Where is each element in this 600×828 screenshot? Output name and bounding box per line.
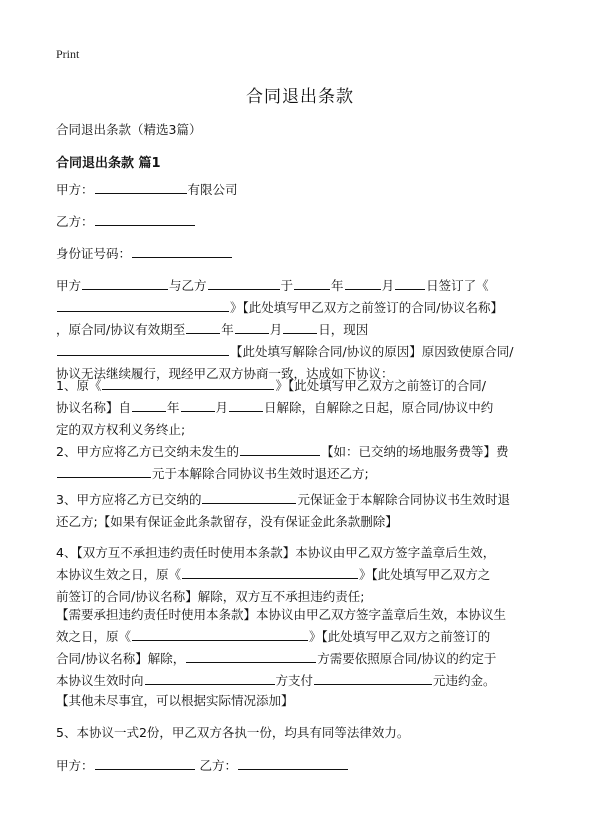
party-a-name-blank[interactable]	[82, 275, 168, 290]
party-b-line	[56, 211, 556, 233]
intro-text: ，原合同/协议有效期至	[56, 322, 186, 337]
intro-text: 年	[331, 278, 344, 293]
signature-party-a-blank[interactable]	[95, 755, 195, 770]
section-title: 合同退出条款 篇1	[56, 156, 161, 171]
intro-text: 【此处填写解除合同/协议的原因】原因致使原合同/	[230, 344, 514, 359]
intro-text: 月	[269, 322, 283, 337]
clause-text: 4、【双方互不承担违约责任时使用本条款】本协议由甲乙双方签字盖章后生效，	[56, 545, 496, 560]
party-a-line	[56, 179, 556, 201]
print-link[interactable]: Print	[56, 47, 80, 61]
intro-paragraph	[56, 275, 556, 385]
original-contract-blank[interactable]	[102, 375, 274, 390]
clause-text: 元违约金。	[433, 673, 496, 688]
clause-text: 合同/协议名称】解除，	[56, 651, 186, 666]
clause-text: 3、甲方应将乙方已交纳的	[56, 492, 202, 507]
clause-text: 日解除，自解除之日起，原合同/协议中约	[264, 400, 494, 415]
clause-2	[56, 441, 556, 485]
clause-1	[56, 375, 556, 441]
id-number-blank[interactable]	[132, 243, 232, 258]
intro-text: 月	[381, 278, 395, 293]
clause-text: 【需要承担违约责任时使用本条款】本协议由甲乙双方签字盖章后生效，本协议生	[56, 607, 507, 622]
clause-4	[56, 542, 556, 608]
clause-text: 还乙方;【如果有保证金此条款留存，没有保证金此条款删除】	[56, 514, 398, 529]
party-b-label: 乙方：	[56, 214, 94, 229]
intro-text: 日，现因	[318, 322, 369, 337]
terminate-day-blank[interactable]	[229, 397, 263, 412]
signature-party-b-label: 乙方：	[199, 758, 238, 773]
clause-text: 本协议生效之日，原《	[56, 567, 182, 582]
signature-party-a-label: 甲方：	[56, 758, 94, 773]
clause-text: 》【此处填写甲乙双方之前签订的合同/	[275, 378, 486, 393]
sign-year-blank[interactable]	[294, 275, 330, 290]
clause-text: 2、甲方应将乙方已交纳未发生的	[56, 444, 239, 459]
document-subtitle: 合同退出条款（精选3篇）	[56, 122, 202, 137]
recipient-party-blank[interactable]	[145, 670, 275, 685]
clause-3	[56, 489, 556, 533]
clause-4b	[56, 604, 556, 692]
clause-text: 本协议生效时向	[56, 673, 144, 688]
clause-text: 1、原《	[56, 378, 102, 393]
party-a-suffix: 有限公司	[187, 182, 238, 197]
fee-amount-blank[interactable]	[57, 463, 151, 478]
sign-day-blank[interactable]	[395, 275, 425, 290]
clause-text: 》【此处填写甲乙双方之前签订的	[309, 629, 491, 644]
valid-month-blank[interactable]	[235, 319, 269, 334]
intro-text: 协议无法继续履行，现经甲乙双方协商一致，达成如下协议：	[56, 366, 394, 381]
contract-name-blank[interactable]	[57, 297, 229, 312]
clause-text: 元于本解除合同协议书生效时退还乙方;	[152, 466, 369, 481]
clause-4b-contract-blank[interactable]	[132, 626, 308, 641]
intro-text: 日签订了《	[426, 278, 489, 293]
termination-reason-blank[interactable]	[57, 341, 229, 356]
clause-text: 》【此处填写甲乙双方之	[359, 567, 491, 582]
terminate-month-blank[interactable]	[181, 397, 215, 412]
clause-text: 效之日，原《	[56, 629, 132, 644]
signature-party-b-blank[interactable]	[238, 755, 348, 770]
clause-text: 月	[215, 400, 229, 415]
penalty-amount-blank[interactable]	[314, 670, 432, 685]
valid-year-blank[interactable]	[186, 319, 220, 334]
intro-text: 于	[280, 278, 294, 293]
clause-text: 元保证金于本解除合同协议书生效时退	[297, 492, 510, 507]
id-number-line	[56, 243, 556, 265]
id-number-label: 身份证号码：	[56, 246, 132, 261]
clause-text: 方支付	[275, 673, 314, 688]
clause-text: 方需要依照原合同/协议的约定于	[317, 651, 497, 666]
intro-text: 甲方	[56, 278, 82, 293]
sign-month-blank[interactable]	[345, 275, 381, 290]
clause-text: 前签订的合同/协议名称】解除，双方互不承担违约责任;	[56, 589, 365, 604]
clause-text: 定的双方权利义务终止;	[56, 422, 186, 437]
other-note: 【其他未尽事宜，可以根据实际情况添加】	[56, 693, 294, 708]
deposit-amount-blank[interactable]	[202, 489, 296, 504]
intro-text: 与乙方	[169, 278, 207, 293]
party-b-blank[interactable]	[95, 211, 195, 226]
clause-text: 【如：已交纳的场地服务费等】费	[320, 444, 509, 459]
clause-text: 协议名称】自	[56, 400, 132, 415]
document-title: 合同退出条款	[246, 87, 354, 107]
party-b-name-blank[interactable]	[208, 275, 280, 290]
intro-text: 》【此处填写甲乙双方之前签订的合同/协议名称】	[230, 300, 503, 315]
party-a-label: 甲方：	[56, 182, 94, 197]
clause-text: 年	[167, 400, 180, 415]
clause-5: 5、本协议一式2份，甲乙双方各执一份，均具有同等法律效力。	[56, 725, 410, 740]
valid-day-blank[interactable]	[283, 319, 317, 334]
terminate-year-blank[interactable]	[132, 397, 166, 412]
party-a-blank[interactable]	[95, 179, 187, 194]
intro-text: 年	[221, 322, 234, 337]
liable-party-blank[interactable]	[186, 648, 316, 663]
fee-type-blank[interactable]	[240, 441, 320, 456]
clause-4-contract-blank[interactable]	[182, 564, 358, 579]
signature-line	[56, 755, 556, 777]
